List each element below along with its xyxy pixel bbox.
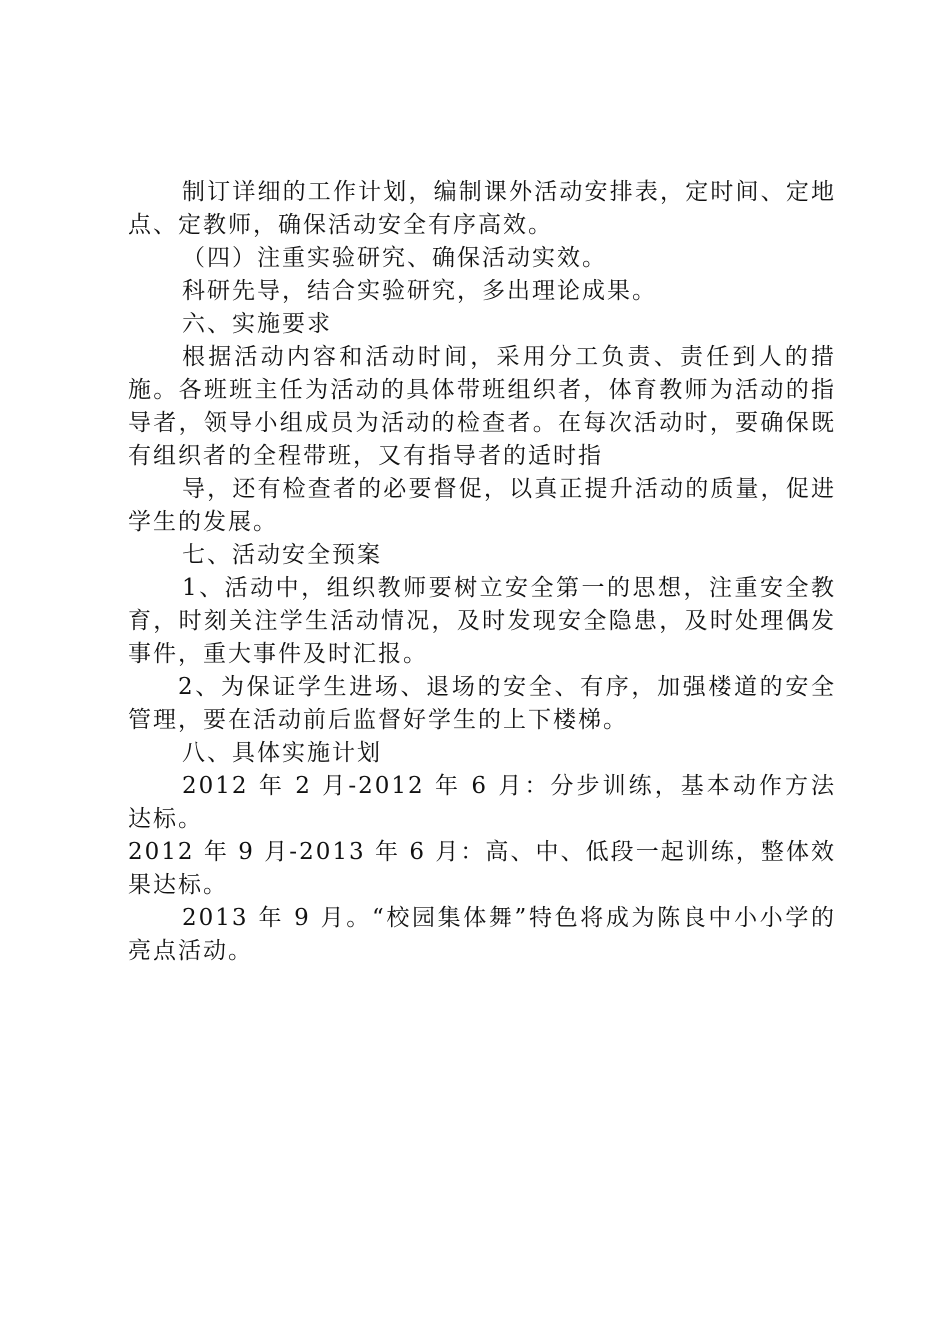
- paragraph-research: 科研先导，结合实验研究，多出理论成果。: [182, 278, 657, 304]
- paragraph-division-of-labor: 根据活动内容和活动时间，采用分工负责、责任到人的措施。各班班主任为活动的具体带班组织者，体育教师为活动的指导者，领导小组成员为活动的检查者。在每次活动时，要确保既有组织者的全程带班，又有指导者的适时指: [128, 344, 836, 469]
- heading-safety-plan: 七、活动安全预案: [182, 542, 382, 568]
- paragraph-plan-2013: 2013 年 9 月。“校园集体舞”特色将成为陈良中小小学的亮点活动。: [128, 905, 836, 964]
- document-body: [128, 176, 836, 968]
- paragraph-section-four: （四）注重实验研究、确保活动实效。: [182, 245, 607, 271]
- paragraph-work-plan: 制订详细的工作计划，编制课外活动安排表，定时间、定地点、定教师，确保活动安全有序高效。: [128, 179, 836, 238]
- paragraph-safety-two: 2、为保证学生进场、退场的安全、有序，加强楼道的安全管理，要在活动前后监督好学生的上下楼梯。: [128, 674, 836, 733]
- paragraph-plan-2012-spring: 2012 年 2 月-2012 年 6 月：分步训练，基本动作方法达标。: [128, 773, 836, 832]
- paragraph-plan-2012-autumn: 2012 年 9 月-2013 年 6 月：高、中、低段一起训练，整体效果达标。: [128, 839, 836, 898]
- heading-implementation-requirements: 六、实施要求: [182, 311, 332, 337]
- paragraph-guidance-continued: 导，还有检查者的必要督促，以真正提升活动的质量，促进学生的发展。: [128, 476, 836, 535]
- heading-implementation-plan: 八、具体实施计划: [182, 740, 382, 766]
- paragraph-safety-one: 1、活动中，组织教师要树立安全第一的思想，注重安全教育，时刻关注学生活动情况，及时发现安全隐患，及时处理偶发事件，重大事件及时汇报。: [128, 575, 836, 667]
